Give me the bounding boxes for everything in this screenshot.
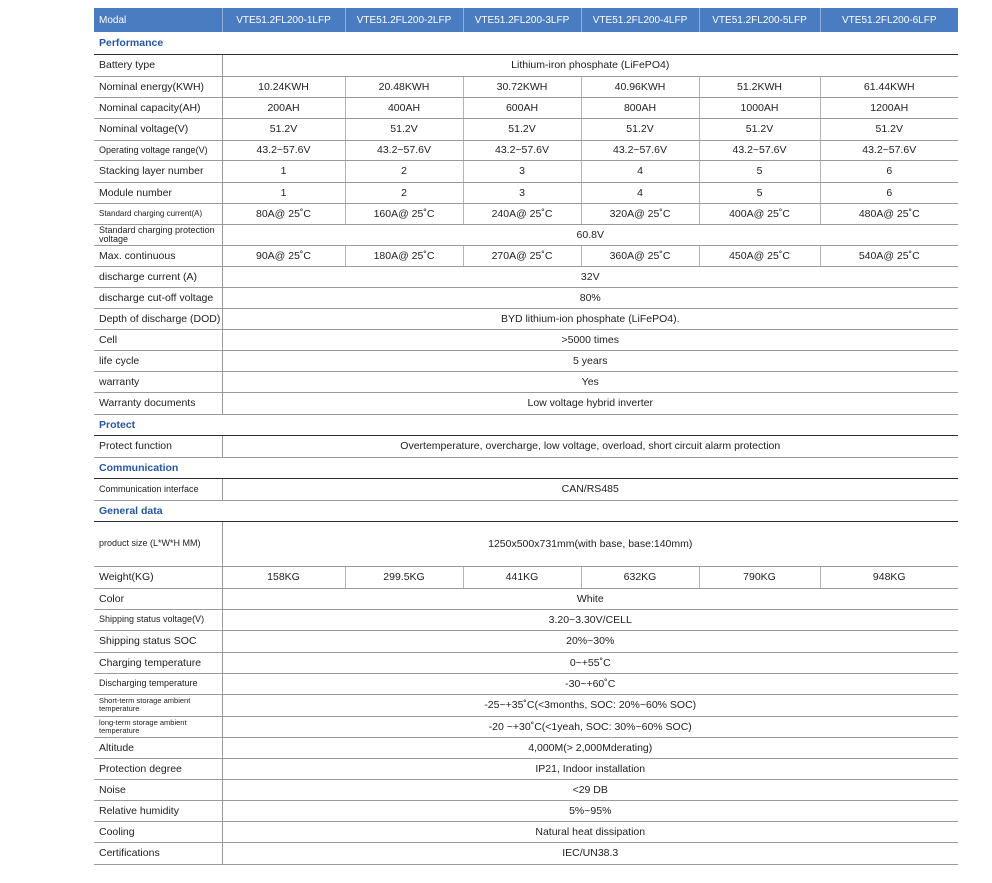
- spec-value: 1250x500x731mm(with base, base:140mm): [222, 521, 958, 566]
- spec-label: Certifications: [94, 842, 222, 864]
- spec-label: Operating voltage range(V): [94, 140, 222, 160]
- spec-label: Battery type: [94, 54, 222, 76]
- spec-row: [94, 609, 958, 630]
- spec-label: Relative humidity: [94, 800, 222, 821]
- spec-value-model-2: 400AH: [345, 97, 463, 118]
- spec-label: Stacking layer number: [94, 160, 222, 182]
- header-model-1: VTE51.2FL200-1LFP: [222, 8, 345, 32]
- spec-value: 20%~30%: [222, 630, 958, 652]
- spec-value-model-4: 4: [581, 182, 699, 203]
- spec-value: 60.8V: [222, 224, 958, 245]
- header-model-3: VTE51.2FL200-3LFP: [463, 8, 581, 32]
- spec-value-model-1: 1: [222, 160, 345, 182]
- spec-value-model-6: 51.2V: [820, 118, 958, 140]
- spec-value-model-5: 400A@ 25˚C: [699, 203, 820, 224]
- spec-label: life cycle: [94, 350, 222, 371]
- spec-value-model-2: 299.5KG: [345, 566, 463, 588]
- spec-value-model-2: 43.2~57.6V: [345, 140, 463, 160]
- spec-value: 5 years: [222, 350, 958, 371]
- spec-value-model-2: 180A@ 25˚C: [345, 245, 463, 266]
- spec-value-model-3: 600AH: [463, 97, 581, 118]
- spec-value: CAN/RS485: [222, 478, 958, 500]
- spec-value-model-5: 51.2KWH: [699, 76, 820, 97]
- spec-label: Standard charging protection voltage: [94, 224, 222, 245]
- section-title: Protect: [94, 414, 958, 435]
- spec-value-model-4: 51.2V: [581, 118, 699, 140]
- spec-row: [94, 673, 958, 694]
- spec-label: Color: [94, 588, 222, 609]
- spec-value-model-5: 5: [699, 160, 820, 182]
- section-header-protect: [94, 414, 958, 435]
- spec-row: [94, 392, 958, 414]
- section-header-performance: [94, 32, 958, 54]
- spec-row: [94, 779, 958, 800]
- spec-value-model-1: 200AH: [222, 97, 345, 118]
- header-model-4: VTE51.2FL200-4LFP: [581, 8, 699, 32]
- spec-value-model-4: 320A@ 25˚C: [581, 203, 699, 224]
- spec-value-model-1: 51.2V: [222, 118, 345, 140]
- header-model-5: VTE51.2FL200-5LFP: [699, 8, 820, 32]
- spec-value: 32V: [222, 266, 958, 287]
- spec-value-model-5: 51.2V: [699, 118, 820, 140]
- spec-row: [94, 245, 958, 266]
- spec-value-model-5: 450A@ 25˚C: [699, 245, 820, 266]
- spec-value-model-1: 158KG: [222, 566, 345, 588]
- spec-value-model-4: 40.96KWH: [581, 76, 699, 97]
- spec-value-model-5: 790KG: [699, 566, 820, 588]
- spec-value-model-6: 1200AH: [820, 97, 958, 118]
- spec-row: [94, 821, 958, 842]
- spec-value-model-1: 43.2~57.6V: [222, 140, 345, 160]
- spec-row: [94, 140, 958, 160]
- section-title: General data: [94, 500, 958, 521]
- spec-value-model-2: 160A@ 25˚C: [345, 203, 463, 224]
- spec-row: [94, 435, 958, 457]
- spec-row: [94, 329, 958, 350]
- spec-row: [94, 350, 958, 371]
- spec-value: Overtemperature, overcharge, low voltage, overload, short circuit alarm protection: [222, 435, 958, 457]
- spec-label: product size (L*W*H MM): [94, 521, 222, 566]
- spec-row: [94, 54, 958, 76]
- spec-label: Shipping status voltage(V): [94, 609, 222, 630]
- spec-label: Altitude: [94, 737, 222, 758]
- spec-value-model-1: 10.24KWH: [222, 76, 345, 97]
- spec-value-model-6: 61.44KWH: [820, 76, 958, 97]
- spec-value-model-4: 800AH: [581, 97, 699, 118]
- header-row: [94, 8, 958, 32]
- spec-value-model-6: 948KG: [820, 566, 958, 588]
- spec-value: IP21, Indoor installation: [222, 758, 958, 779]
- spec-value-model-3: 240A@ 25˚C: [463, 203, 581, 224]
- spec-row: [94, 287, 958, 308]
- spec-value: >5000 times: [222, 329, 958, 350]
- spec-row: [94, 160, 958, 182]
- spec-row: [94, 800, 958, 821]
- spec-value: Natural heat dissipation: [222, 821, 958, 842]
- spec-value-model-1: 90A@ 25˚C: [222, 245, 345, 266]
- spec-value-model-6: 6: [820, 182, 958, 203]
- spec-row: [94, 652, 958, 673]
- spec-value-model-2: 51.2V: [345, 118, 463, 140]
- header-modal: Modal: [94, 8, 222, 32]
- spec-value: Lithium-iron phosphate (LiFePO4): [222, 54, 958, 76]
- spec-value-model-5: 43.2~57.6V: [699, 140, 820, 160]
- spec-value: 80%: [222, 287, 958, 308]
- spec-row: [94, 118, 958, 140]
- spec-value-model-4: 43.2~57.6V: [581, 140, 699, 160]
- section-header-general-data: [94, 500, 958, 521]
- spec-value-model-1: 80A@ 25˚C: [222, 203, 345, 224]
- spec-value: 3.20~3.30V/CELL: [222, 609, 958, 630]
- spec-label: warranty: [94, 371, 222, 392]
- spec-value-model-5: 5: [699, 182, 820, 203]
- spec-label: discharge current (A): [94, 266, 222, 287]
- spec-value-model-2: 20.48KWH: [345, 76, 463, 97]
- header-model-2: VTE51.2FL200-2LFP: [345, 8, 463, 32]
- spec-value-model-6: 43.2~57.6V: [820, 140, 958, 160]
- section-header-communication: [94, 457, 958, 478]
- spec-value: <29 DB: [222, 779, 958, 800]
- spec-value-model-6: 480A@ 25˚C: [820, 203, 958, 224]
- spec-label: Warranty documents: [94, 392, 222, 414]
- spec-value-model-3: 30.72KWH: [463, 76, 581, 97]
- spec-label: long-term storage ambient temperature: [94, 716, 222, 737]
- spec-value-model-3: 441KG: [463, 566, 581, 588]
- spec-value-model-4: 360A@ 25˚C: [581, 245, 699, 266]
- spec-label: Max. continuous: [94, 245, 222, 266]
- spec-value: BYD lithium-ion phosphate (LiFePO4).: [222, 308, 958, 329]
- section-title: Performance: [94, 32, 958, 54]
- spec-row: [94, 630, 958, 652]
- spec-label: Nominal capacity(AH): [94, 97, 222, 118]
- spec-value: Low voltage hybrid inverter: [222, 392, 958, 414]
- spec-row: [94, 716, 958, 737]
- spec-label: Protect function: [94, 435, 222, 457]
- section-title: Communication: [94, 457, 958, 478]
- spec-value-model-2: 2: [345, 160, 463, 182]
- spec-sheet: [94, 8, 958, 865]
- spec-row: [94, 76, 958, 97]
- spec-label: Charging temperature: [94, 652, 222, 673]
- spec-row: [94, 588, 958, 609]
- spec-label: Communication interface: [94, 478, 222, 500]
- spec-table-body: [94, 32, 958, 864]
- spec-label: Module number: [94, 182, 222, 203]
- spec-row: [94, 478, 958, 500]
- spec-row: [94, 566, 958, 588]
- spec-row: [94, 371, 958, 392]
- spec-value-model-6: 6: [820, 160, 958, 182]
- spec-row: [94, 203, 958, 224]
- spec-row: [94, 266, 958, 287]
- spec-label: Nominal voltage(V): [94, 118, 222, 140]
- spec-label: Standard charging current(A): [94, 203, 222, 224]
- spec-value-model-3: 3: [463, 182, 581, 203]
- spec-value-model-6: 540A@ 25˚C: [820, 245, 958, 266]
- spec-value: 0~+55˚C: [222, 652, 958, 673]
- spec-value-model-4: 4: [581, 160, 699, 182]
- spec-value-model-3: 43.2~57.6V: [463, 140, 581, 160]
- spec-value-model-3: 3: [463, 160, 581, 182]
- spec-label: Protection degree: [94, 758, 222, 779]
- spec-row: [94, 308, 958, 329]
- spec-value: Yes: [222, 371, 958, 392]
- spec-label: Cell: [94, 329, 222, 350]
- spec-label: Depth of discharge (DOD): [94, 308, 222, 329]
- spec-table: [94, 8, 958, 865]
- spec-value: White: [222, 588, 958, 609]
- spec-label: Cooling: [94, 821, 222, 842]
- spec-value-model-1: 1: [222, 182, 345, 203]
- spec-value-model-4: 632KG: [581, 566, 699, 588]
- spec-value: -25~+35˚C(<3months, SOC: 20%~60% SOC): [222, 694, 958, 716]
- spec-value: -30~+60˚C: [222, 673, 958, 694]
- spec-label: Nominal energy(KWH): [94, 76, 222, 97]
- spec-row: [94, 737, 958, 758]
- spec-row: [94, 224, 958, 245]
- spec-value-model-5: 1000AH: [699, 97, 820, 118]
- spec-label: Noise: [94, 779, 222, 800]
- spec-value-model-3: 51.2V: [463, 118, 581, 140]
- spec-label: Discharging temperature: [94, 673, 222, 694]
- header-model-6: VTE51.2FL200-6LFP: [820, 8, 958, 32]
- spec-label: Weight(KG): [94, 566, 222, 588]
- spec-row: [94, 521, 958, 566]
- spec-row: [94, 182, 958, 203]
- spec-label: Shipping status SOC: [94, 630, 222, 652]
- spec-label: Short-term storage ambient temperature: [94, 694, 222, 716]
- spec-value: 4,000M(> 2,000Mderating): [222, 737, 958, 758]
- spec-label: discharge cut-off voltage: [94, 287, 222, 308]
- spec-value: -20 ~+30˚C(<1yeah, SOC: 30%~60% SOC): [222, 716, 958, 737]
- spec-row: [94, 842, 958, 864]
- spec-value-model-3: 270A@ 25˚C: [463, 245, 581, 266]
- spec-value: IEC/UN38.3: [222, 842, 958, 864]
- spec-row: [94, 758, 958, 779]
- spec-value-model-2: 2: [345, 182, 463, 203]
- spec-value: 5%~95%: [222, 800, 958, 821]
- spec-row: [94, 694, 958, 716]
- spec-row: [94, 97, 958, 118]
